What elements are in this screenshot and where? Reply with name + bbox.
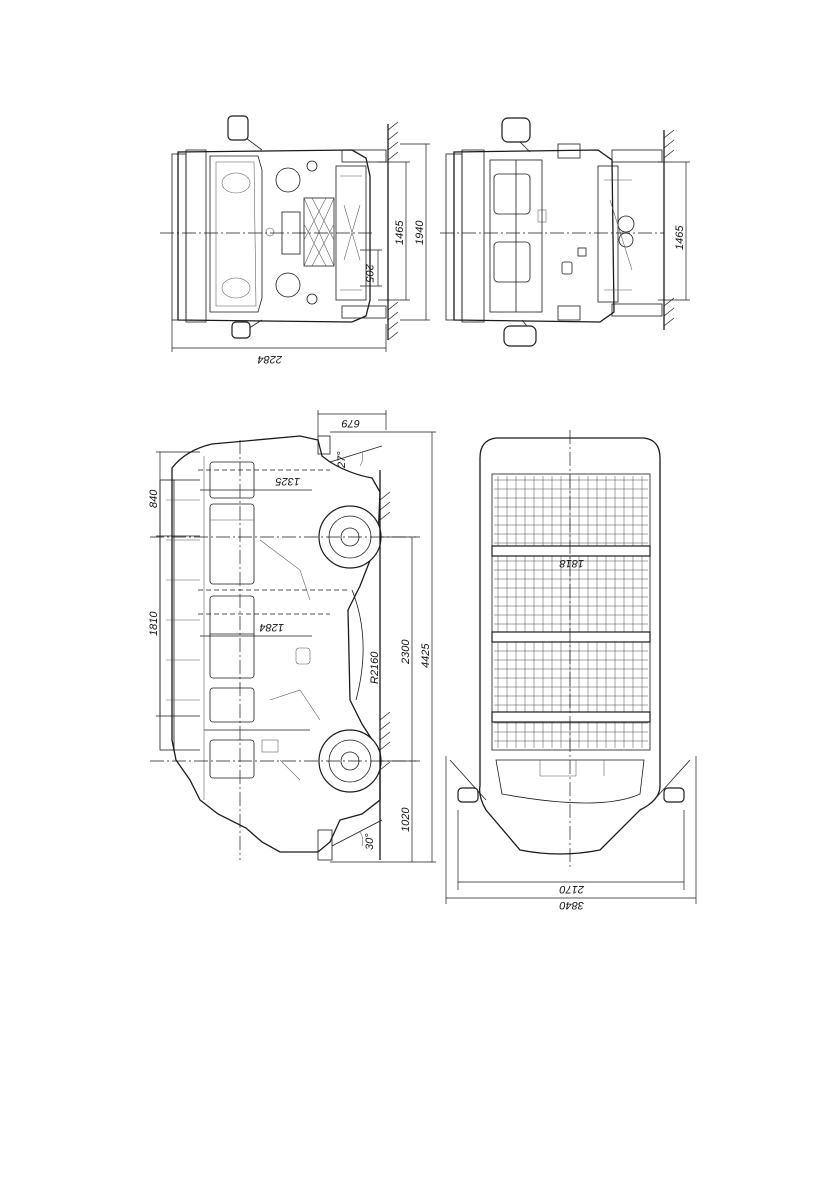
dim-r2160: R2160 [369,651,381,684]
dim-1325: 1325 [275,475,300,487]
dim-679: 679 [341,417,360,429]
dim-1818: 1818 [559,557,584,569]
side-view [148,410,436,862]
dim-rear-height-1465: 1465 [674,225,686,250]
dim-angle-30: 30° [364,833,376,850]
dim-1020: 1020 [400,807,412,832]
dim-1284: 1284 [259,621,284,633]
dim-width-2284: 2284 [257,353,282,365]
front-view [160,116,430,365]
dim-3840: 3840 [559,899,584,911]
roof-rack-grid [494,476,648,748]
dim-height-1465: 1465 [394,220,406,245]
dim-4425: 4425 [420,643,432,668]
dim-clearance-205: 205 [363,264,375,283]
top-view [446,430,696,911]
dim-1810: 1810 [148,611,160,636]
dim-angle-27: 27° [336,451,348,468]
rear-view [440,118,690,346]
dim-2170: 2170 [559,883,584,895]
dim-840: 840 [148,489,160,508]
dim-2300: 2300 [400,639,412,664]
dim-height-1940: 1940 [414,220,426,245]
